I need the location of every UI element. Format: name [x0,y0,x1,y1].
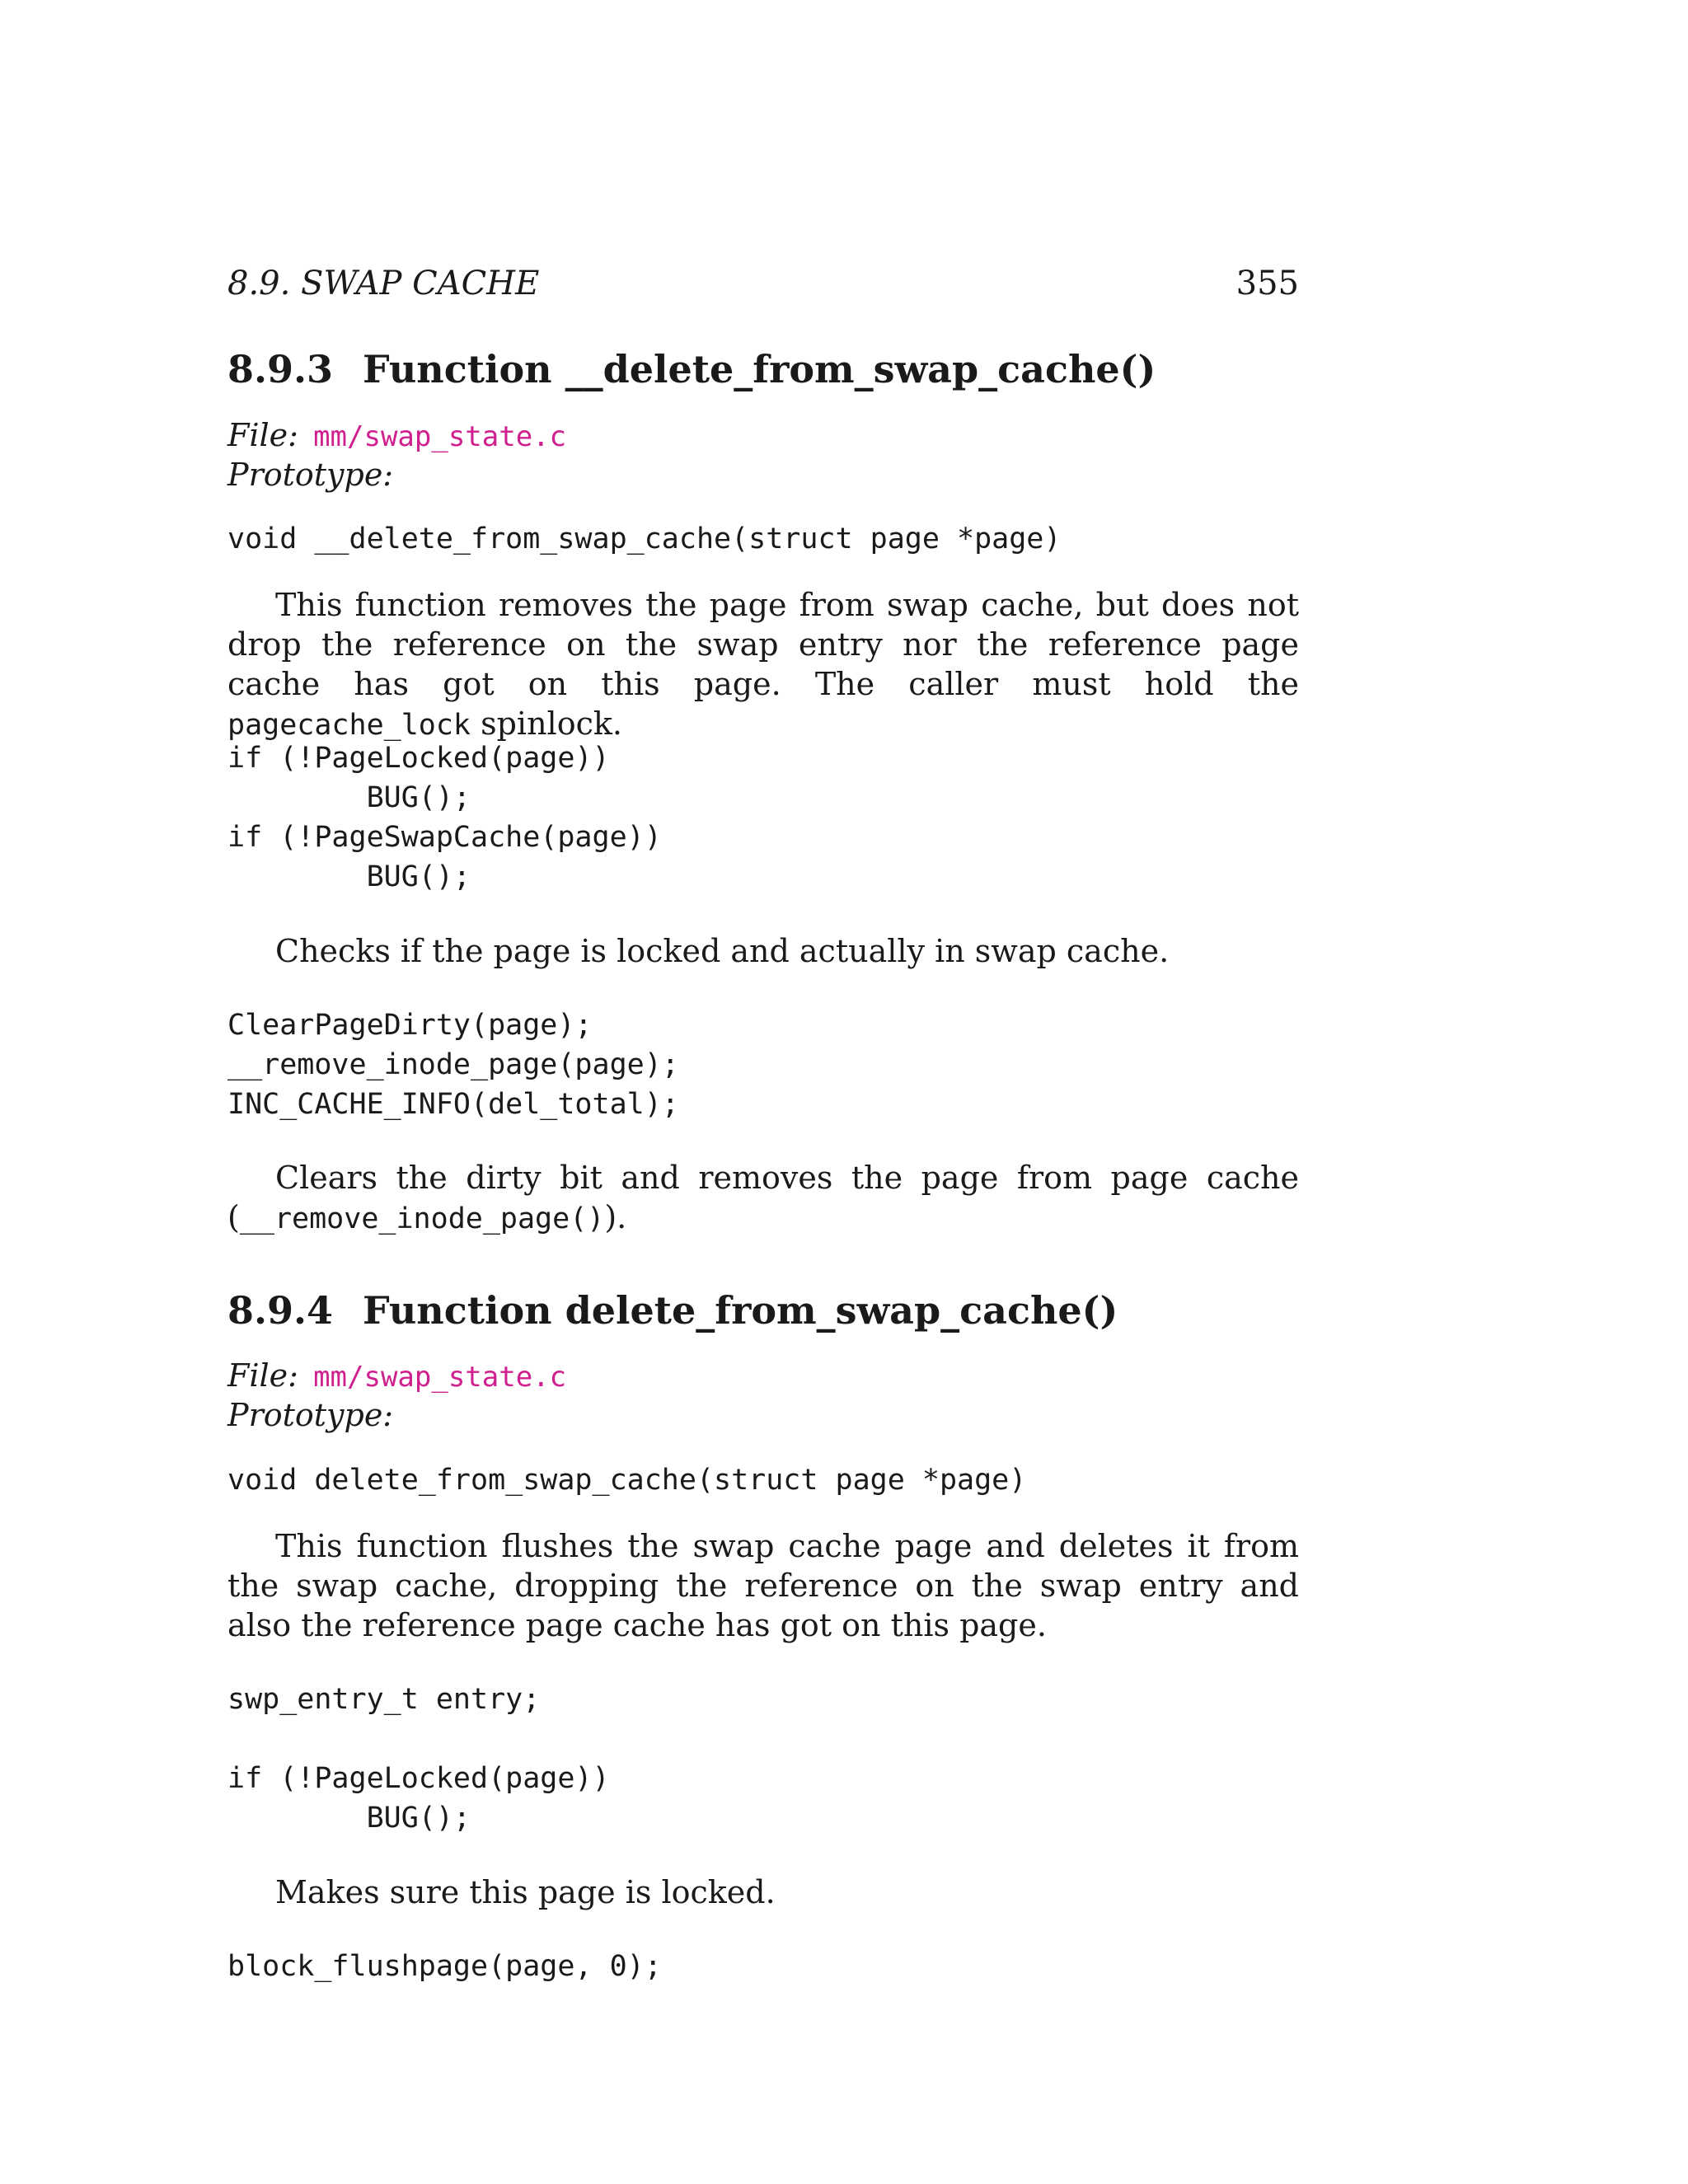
paragraph-text-tail: spinlock. [471,705,622,742]
code-block-893-2: ClearPageDirty(page); __remove_inode_page(page); INC_CACHE_INFO(del_total); [227,1009,679,1121]
prototype-label-893 [227,455,393,494]
paragraph-text: Makes sure this page is locked. [275,1874,776,1910]
paragraph-894-2 [227,1872,1299,1912]
paragraph-893-1 [227,585,1299,745]
paragraph-text: Clears the dirty bit and removes the page from page cache [275,1160,1299,1196]
file-path-link[interactable]: mm/swap_state.c [313,1361,567,1394]
prototype-code-893: void __delete_from_swap_cache(struct page *page) [227,523,1062,555]
paragraph-text: This function removes the page from swap cache, but does not drop the reference on the swap entry nor the reference page cache has got on this page. The caller must hold the [227,587,1299,702]
paragraph-893-2 [227,931,1299,971]
section-heading-894 [227,1286,1118,1335]
code-block-893-1: if (!PageLocked(page)) BUG(); if (!PageSwapCache(page)) BUG(); [227,742,662,893]
code-block-894-2: block_flushpage(page, 0); [227,1950,662,1983]
section-number: 8.9.4 [227,1288,334,1333]
file-path-link[interactable]: mm/swap_state.c [313,420,567,453]
prototype-label: Prototype: [227,1397,394,1433]
file-label: File: [227,417,298,453]
paragraph-893-3-line2 [227,1197,1299,1239]
prototype-label: Prototype: [227,457,394,493]
paragraph-893-3 [227,1158,1299,1197]
inline-code-pagecache-lock: pagecache_lock [227,709,471,742]
file-line-894 [227,1356,566,1397]
paren-close: ). [604,1199,627,1235]
paren-open: ( [227,1199,240,1235]
document-page [227,0,1299,2184]
inline-code-remove-inode-page: __remove_inode_page() [239,1202,605,1235]
page-number: 355 [1236,265,1299,302]
paragraph-text: Checks if the page is locked and actually in swap cache. [275,933,1170,969]
code-block-894-1: swp_entry_t entry; if (!PageLocked(page)) BUG(); [227,1683,610,1835]
running-head [227,262,1299,305]
prototype-label-894 [227,1395,393,1435]
section-title: Function delete_from_swap_cache() [363,1288,1118,1333]
paragraph-894-1 [227,1526,1299,1645]
file-label: File: [227,1357,298,1394]
section-heading-893 [227,344,1156,394]
file-line-893 [227,415,566,457]
section-title: Function __delete_from_swap_cache() [363,347,1156,391]
paragraph-text: This function flushes the swap cache page and deletes it from the swap cache, dropping the reference on the swap entry and also the reference page cache has got on this page. [227,1528,1299,1643]
running-head-section: 8.9. SWAP CACHE [227,265,540,302]
section-number: 8.9.3 [227,347,334,391]
prototype-code-894: void delete_from_swap_cache(struct page *page) [227,1464,1027,1497]
